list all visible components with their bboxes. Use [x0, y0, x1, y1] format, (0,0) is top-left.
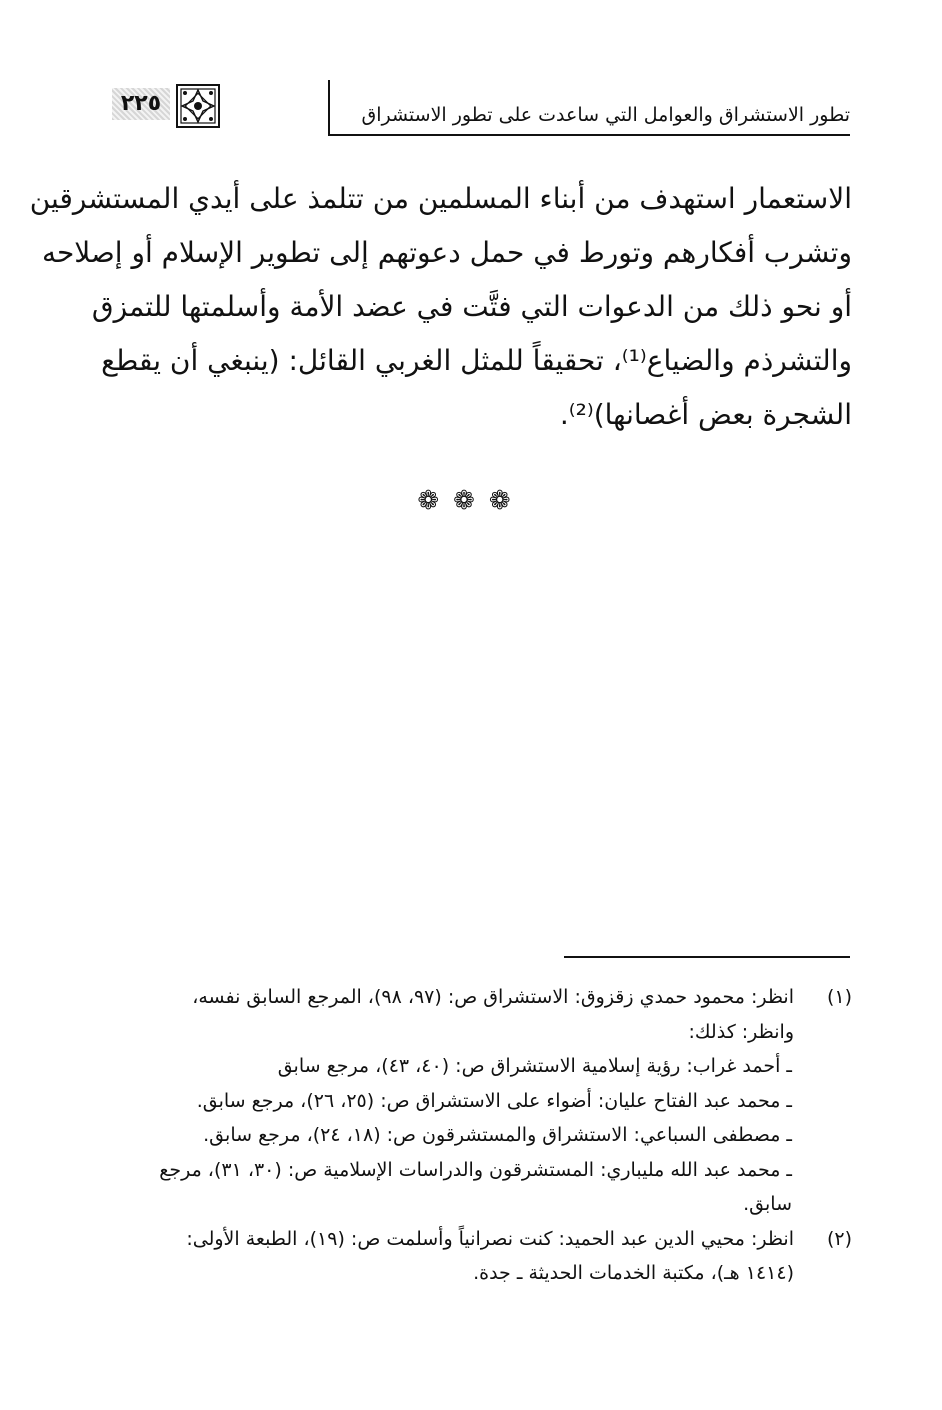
footnote-text: سابق. — [743, 1193, 792, 1215]
footnote-line — [104, 1153, 852, 1188]
page-number-box — [102, 84, 320, 124]
footnote-text: ـ أحمد غراب: رؤية إسلامية الاستشراق ص: (٤٠، ٤٣)، مرجع سابق — [277, 1055, 792, 1077]
paragraph-line: وتشرب أفكارهم وتورط في حمل دعوتهم إلى تطوير الإسلام أو إصلاحه — [41, 236, 852, 269]
footnote-line — [104, 1049, 852, 1084]
footnote-line — [104, 1222, 852, 1257]
footnote-line — [104, 1084, 852, 1119]
footnote-rule — [564, 956, 850, 958]
footnote-number: (٢) — [826, 1227, 852, 1250]
header-rule — [328, 134, 850, 136]
footnote-text: (١٤١٤ هـ)، مكتبة الخدمات الحديثة ـ جدة. — [473, 1262, 794, 1284]
ornament-icon — [176, 84, 220, 128]
footnote-line — [104, 1187, 852, 1222]
page-header — [102, 72, 850, 136]
footnote-text: انظر: محمود حمدي زقزوق: الاستشراق ص: (٩٧، ٩٨)، المرجع السابق نفسه، — [192, 986, 794, 1008]
header-divider — [328, 80, 330, 136]
footnote-text: انظر: محيي الدين عبد الحميد: كنت نصرانياً وأسلمت ص: (١٩)، الطبعة الأولى: — [186, 1227, 794, 1250]
paragraph-line: والتشرذم والضياع⁽¹⁾، تحقيقاً للمثل الغربي القائل: (ينبغي أن يقطع — [101, 344, 852, 377]
footnote-text: ـ محمد عبد الفتاح عليان: أضواء على الاستشراق ص: (٢٥، ٢٦)، مرجع سابق. — [196, 1089, 792, 1112]
footnote-text: وانظر: كذلك: — [688, 1020, 794, 1043]
section-separator-icon: ❁❁❁ — [417, 486, 525, 516]
running-title: تطور الاستشراق والعوامل التي ساعدت على تطور الاستشراق — [361, 104, 850, 126]
paragraph-line: الشجرة بعض أغصانها)⁽²⁾. — [559, 398, 852, 431]
footnote-text: ـ محمد عبد الله مليباري: المستشرقون والدراسات الإسلامية ص: (٣٠، ٣١)، مرجع — [159, 1158, 792, 1181]
main-paragraph — [29, 172, 852, 442]
footnote-text: ـ مصطفى السباعي: الاستشراق والمستشرقون ص: (١٨، ٢٤)، مرجع سابق. — [203, 1124, 792, 1146]
footnote-line — [104, 1118, 852, 1153]
paragraph-line: أو نحو ذلك من الدعوات التي فتَّت في عضد الأمة وأسلمتها للتمزق — [91, 290, 852, 323]
paragraph-line: الاستعمار استهدف من أبناء المسلمين من تتلمذ على أيدي المستشرقين — [29, 182, 852, 215]
footnote-line — [104, 1015, 852, 1050]
page-number: ٢٢٥ — [112, 88, 170, 120]
footnote-number: (١) — [826, 986, 852, 1008]
footnotes — [104, 980, 852, 1291]
footnote-line — [104, 980, 852, 1015]
footnote-line — [104, 1256, 852, 1291]
